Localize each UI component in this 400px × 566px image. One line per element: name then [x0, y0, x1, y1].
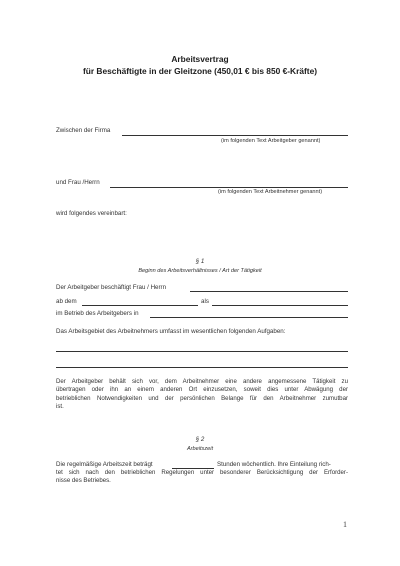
company-name-line[interactable] — [122, 135, 348, 136]
working-hours-paragraph — [56, 469, 348, 486]
tasks-line-1[interactable] — [56, 351, 348, 352]
employee-name-line[interactable] — [110, 187, 348, 188]
document-title: Arbeitsvertrag — [171, 54, 229, 64]
reservation-line: ist. — [56, 403, 64, 411]
company-label: Zwischen der Firma — [56, 127, 111, 134]
location-line[interactable] — [150, 317, 348, 318]
section-1-heading: Beginn des Arbeitsverhältnisses / Art der Tätigkeit — [138, 268, 262, 274]
tasks-line-2[interactable] — [56, 367, 348, 368]
position-line[interactable] — [212, 305, 348, 306]
page-number: 1 — [343, 520, 347, 529]
working-hours-label: Die regelmäßige Arbeitszeit beträgt — [56, 461, 153, 468]
start-date-label: ab dem — [56, 298, 77, 305]
section-2-heading: Arbeitszeit — [186, 446, 214, 452]
location-label: im Betrieb des Arbeitgebers in — [56, 310, 139, 317]
employee-note: (im folgenden Text Arbeitnehmer genannt) — [218, 189, 323, 195]
working-hours-line-text: nisse des Betriebes. — [56, 477, 111, 485]
reservation-line: übertragen oder ihn an einem anderen Ort einzusetzen, soweit dies unter Abwägung der — [56, 386, 348, 394]
working-hours-text: Stunden wöchentlich. Ihre Einteilung rich- — [217, 461, 331, 468]
reservation-paragraph — [56, 378, 348, 412]
working-hours-line-text: tet sich nach den betrieblichen Regelungen unter besonderer Berücksichtigung der Erforder- — [56, 469, 348, 476]
employee-field-line[interactable] — [190, 291, 348, 292]
start-date-line[interactable] — [82, 305, 198, 306]
reservation-line: betrieblichen Notwendigkeiten und der persönlichen Belange für den Arbeitnehmer zumutbar — [56, 394, 348, 402]
reservation-line: Der Arbeitgeber behält sich vor, dem Arbeitnehmer eine andere angemessene Tätigkeit zu — [56, 378, 348, 385]
position-label: als — [201, 298, 209, 305]
section-1-number: § 1 — [195, 258, 205, 265]
tasks-intro: Das Arbeitsgebiet des Arbeitnehmers umfasst im wesentlichen folgenden Aufgaben: — [56, 328, 286, 335]
employee-label: und Frau /Herrn — [56, 179, 100, 186]
document-subtitle: für Beschäftigte in der Gleitzone (450,01 € bis 850 €-Kräfte) — [82, 66, 318, 76]
employs-label: Der Arbeitgeber beschäftigt Frau / Herrn — [56, 284, 167, 291]
agreed-text: wird folgendes vereinbart: — [56, 210, 127, 217]
company-note: (im folgenden Text Arbeitgeber genannt) — [221, 138, 321, 144]
section-2-number: § 2 — [195, 436, 205, 443]
